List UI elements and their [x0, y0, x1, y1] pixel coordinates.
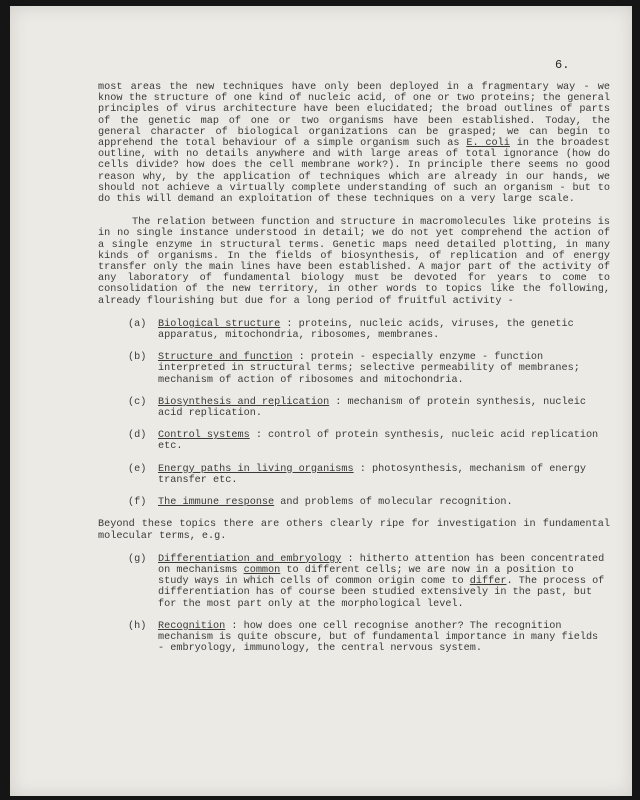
- paragraph-1-start: most areas the new techniques have only been deployed in a fragmentary way - we know the structure of one kind of nucleic acid, of one or two proteins; the general principles of virus architecture have been elucidated; the broad outlines of parts of the genetic map of one or two organisms have been established. Today, the general character of biological organizations can be grasped; we can begin to apprehend the total behaviour of a simple organism such as: [98, 82, 610, 150]
- list-item: [98, 397, 610, 419]
- emphasis-differ: differ: [469, 576, 507, 588]
- item-body: [158, 621, 610, 655]
- item-body: [158, 352, 610, 386]
- list-item: [98, 464, 610, 486]
- paragraph-1-end: in the broadest outline, with no details anywhere and with large areas of total ignorance (how do cells divide? how does the cell membrane work?). In principle there seems no good reason why, by the application of techniques which are already in our hands, we should not achieve a virtually complete understanding of such an organism - but to do this will demand an exploitation of these techniques on a very large scale.: [98, 138, 610, 206]
- item-label: (e): [128, 463, 147, 475]
- organism-name: E. coli: [466, 138, 510, 150]
- item-label: (f): [128, 497, 147, 509]
- list-item: [98, 554, 610, 610]
- item-label: (a): [128, 318, 147, 330]
- item-title: The immune response: [158, 497, 275, 509]
- item-title: Biosynthesis and replication: [158, 396, 330, 408]
- item-title: Recognition: [158, 620, 226, 632]
- item-text: : protein - especially enzyme - function interpreted in structural terms; selective permeability of membranes; mechanism of action of ribosomes and mitochondria.: [158, 352, 580, 386]
- item-body: [158, 464, 610, 486]
- item-body: [158, 497, 610, 508]
- item-title: Differentiation and embryology: [158, 553, 342, 565]
- item-text-3: . The process of differentiation has of course been studied extensively in the past, but for the most part only at the morphological level.: [158, 576, 605, 610]
- item-text: : photosynthesis, mechanism of energy transfer etc.: [158, 463, 586, 486]
- topic-list-a-f: [98, 319, 610, 508]
- list-item: [98, 430, 610, 452]
- item-text-2: to different cells; we are now in a position to study ways in which cells of common origin come to: [158, 564, 574, 588]
- item-text-1: : hitherto attention has been concentrated on mechanisms: [158, 553, 605, 576]
- page-number: 6.: [555, 58, 570, 72]
- item-label: (b): [128, 352, 147, 364]
- list-item: [98, 621, 610, 655]
- list-item: [98, 497, 610, 508]
- item-text: : mechanism of protein synthesis, nucleic acid replication.: [158, 396, 586, 420]
- document-body: [98, 82, 610, 665]
- item-body: [158, 319, 610, 341]
- paragraph-3: Beyond these topics there are others clearly ripe for investigation in fundamental molecular terms, e.g.: [98, 519, 610, 542]
- item-text: : proteins, nucleic acids, viruses, the genetic apparatus, mitochondria, ribosomes, membranes.: [158, 318, 574, 342]
- item-label: (c): [128, 396, 147, 408]
- document-sheet: [10, 6, 632, 796]
- item-label: (h): [128, 620, 147, 632]
- item-title: Biological structure: [158, 318, 281, 330]
- list-item: [98, 319, 610, 341]
- emphasis-common: common: [243, 564, 281, 576]
- item-text: : control of protein synthesis, nucleic acid replication etc.: [158, 430, 599, 453]
- item-text: and problems of molecular recognition.: [274, 497, 513, 509]
- item-title: Structure and function: [158, 352, 293, 364]
- item-text: : how does one cell recognise another? The recognition mechanism is quite obscure, but of fundamental importance in many fields - embryology, immunology, the central nervous system.: [158, 620, 599, 655]
- item-title: Energy paths in living organisms: [158, 463, 354, 475]
- paragraph-2: The relation between function and structure in macromolecules like proteins is in no single instance understood in detail; we do not yet comprehend the action of a single enzyme in structural terms. Genetic maps need detailed plotting, in many kinds of organisms. In the fields of biosynthesis, of replication and of energy transfer only the main lines have been established. A major part of the activity of any laboratory of fundamental biology must be devoted for years to come to consolidation of the new territory, in other words to topics like the following, already flourishing but due for a long period of fruitful activity -: [98, 217, 610, 307]
- item-body: [158, 430, 610, 452]
- item-title: Control systems: [158, 430, 250, 442]
- paragraph-1: [98, 82, 610, 205]
- item-label: (g): [128, 553, 147, 565]
- item-body: [158, 397, 610, 419]
- item-body: [158, 554, 610, 610]
- list-item: [98, 352, 610, 386]
- item-label: (d): [128, 430, 147, 442]
